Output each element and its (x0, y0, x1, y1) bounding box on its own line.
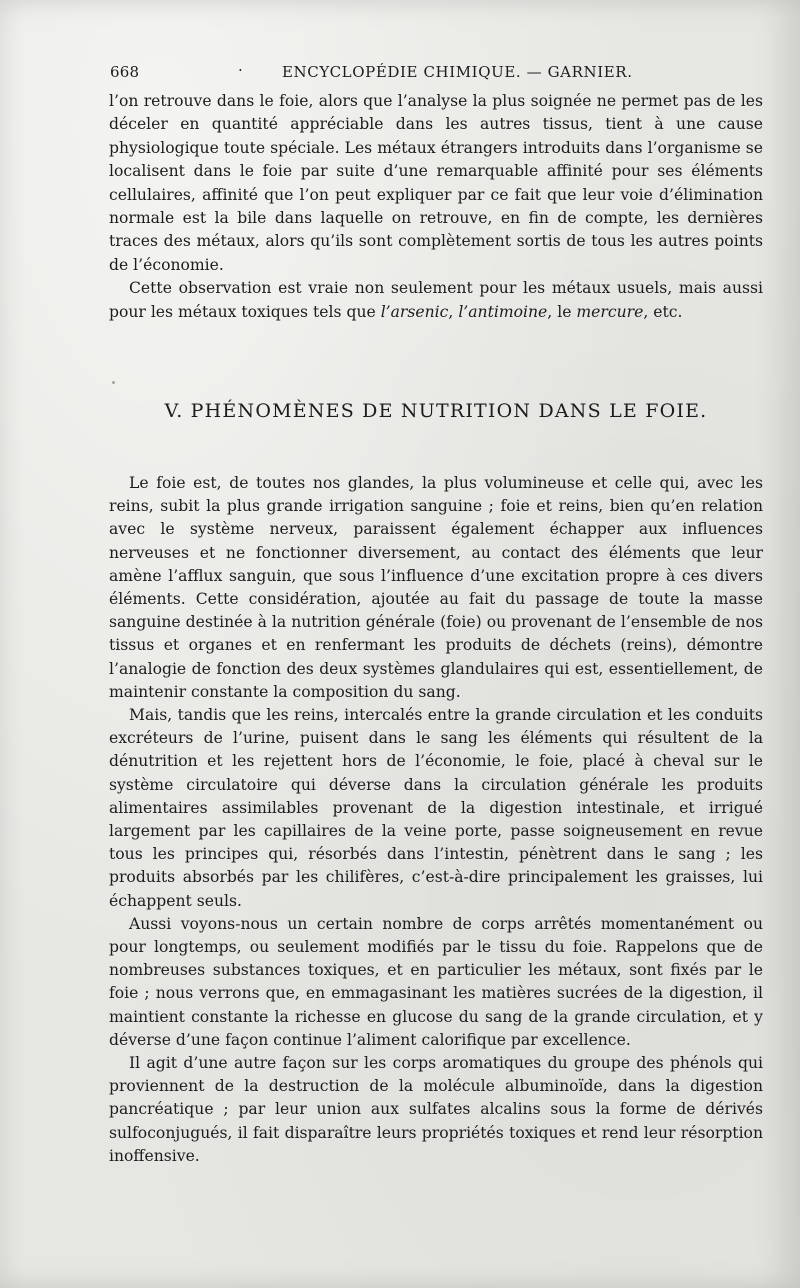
metals-comma-1: , (448, 302, 459, 321)
metals-paragraph-start: Cette observation est vraie non seulement pour les métaux usuels, mais aussi pour les métaux toxiques tels que (109, 279, 763, 321)
header-separator: · (238, 61, 243, 79)
section-title: V. PHÉNOMÈNES DE NUTRITION DANS LE FOIE. (164, 400, 708, 422)
running-title: ENCYCLOPÉDIE CHIMIQUE. — GARNIER. (282, 63, 633, 81)
print-speck (112, 381, 115, 384)
section-paragraph-3: Aussi voyons-nous un certain nombre de corps arrêtés momentanément ou pour longtemps, ou seulement modifiés par le tissu du foie. Rappelons que de nombreuses substances toxiques, et en particulier les métaux, sont fixés par le foie ; nous verrons que, en emmagasinant les matières sucrées de la digestion, il maintient constante la richesse en glucose du sang de la grande circulation, et y déverse d’une façon continue l’aliment calorifique par excellence. (109, 914, 763, 1049)
section-paragraph-4: Il agit d’une autre façon sur les corps aromatiques du groupe des phénols qui proviennent de la destruction de la molécule albuminoïde, dans la digestion pancréatique ; par leur union aux sulfates alcalins sous la forme de dérivés sulfoconjugués, il fait disparaître leurs propriétés toxiques et rend leur résorption inoffensive. (109, 1054, 763, 1165)
section-paragraph-2: Mais, tandis que les reins, intercalés entre la grande circulation et les conduits excréteurs de l’urine, puisent dans le sang les éléments qui résultent de la dénutrition et les rejettent hors de l’économie, le foie, placé à cheval sur le système circulatoire qui déverse dans la circulation générale les produits alimentaires assimilables provenant de la digestion intestinale, et irrigué largement par les capillaires de la veine porte, passe soigneusement en revue tous les principes qui, résorbés dans l’intestin, pénètrent dans le sang ; les produits absorbés par les chilifères, c’est-à-dire principalement les graisses, lui échappent seuls. (109, 706, 763, 910)
section-paragraph-1: Le foie est, de toutes nos glandes, la plus volumineuse et celle qui, avec les reins, subit la plus grande irrigation sanguine ; foie et reins, bien qu’en relation avec le système nerveux, paraissent également échapper aux influences nerveuses et ne fonctionner diversement, au contact des éléments que leur amène l’afflux sanguin, que sous l’influence d’une excitation propre à ces divers éléments. Cette considération, ajoutée au fait du passage de toute la masse sanguine destinée à la nutrition générale (foie) ou provenant de l’ensemble de nos tissus et organes et en renfermant les produits de déchets (reins), démontre l’analogie de fonction des deux systèmes glandulaires qui est, essentiellement, de maintenir constante la composition du sang. (109, 474, 763, 701)
section-body (109, 472, 763, 1168)
metals-paragraph (109, 277, 763, 324)
metals-comma-2: , le (547, 302, 577, 321)
page-number: 668 (110, 63, 140, 81)
continuation-paragraph: l’on retrouve dans le foie, alors que l’analyse la plus soignée ne permet pas de les déceler en quantité appréciable dans les autres tissus, tient à une cause physiologique toute spéciale. Les métaux étrangers introduits dans l’organisme se localisent dans le foie par suite d’une remarquable affinité pour ses éléments cellulaires, affinité que l’on peut expliquer par ce fait que leur voie d’élimination normale est la bile dans laquelle on retrouve, en fin de compte, les dernières traces des métaux, alors qu’ils sont complètement sortis de tous les autres points de l’économie. (109, 92, 763, 274)
antimoine-term: l’antimoine (458, 302, 548, 321)
continuation-text (109, 90, 763, 324)
metals-paragraph-end: , etc. (643, 302, 683, 321)
page-header (110, 63, 760, 85)
mercure-term: mercure (576, 302, 644, 321)
arsenic-term: l’arsenic (380, 302, 449, 321)
